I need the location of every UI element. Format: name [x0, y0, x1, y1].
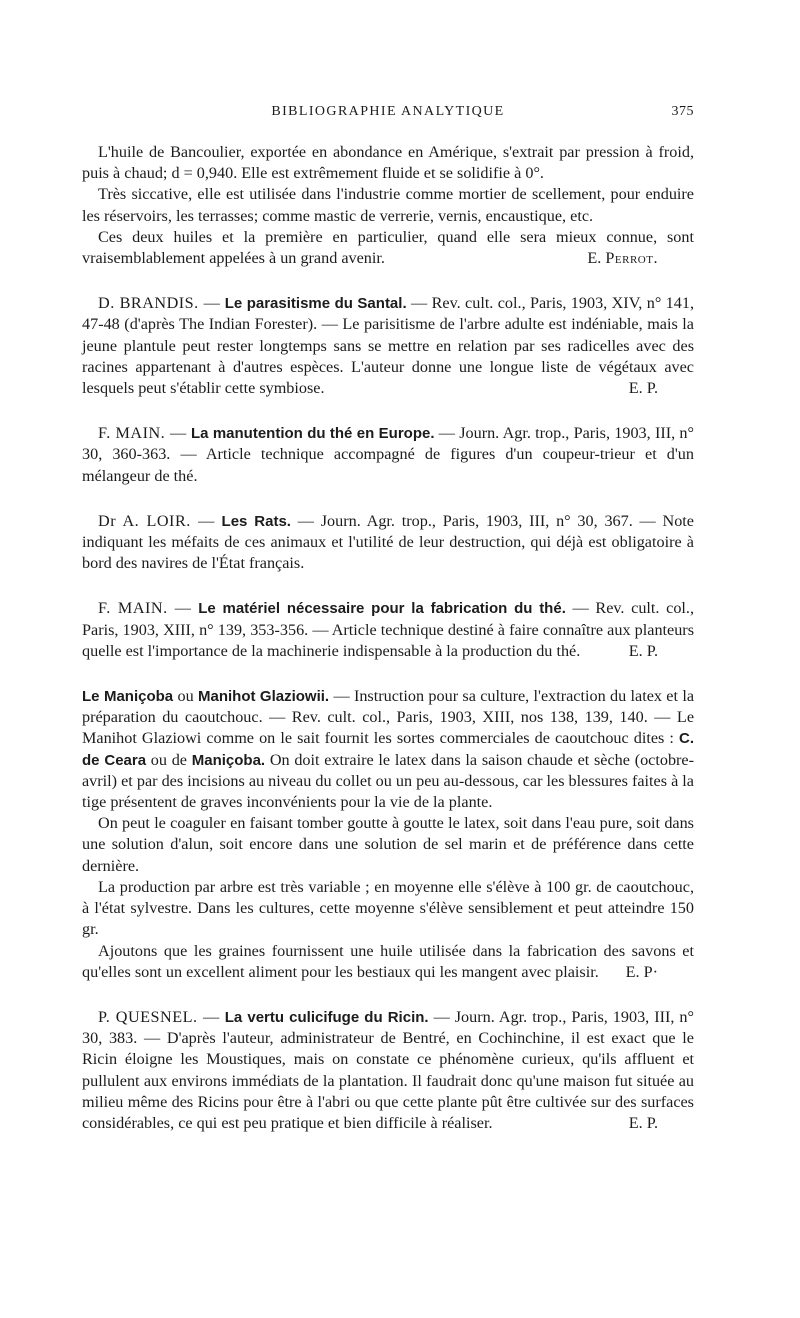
entry-text: — Rev. cult. col., Paris, 1903, XIII, n° 139, 353-356. — Article technique destiné à faire connaître aux planteurs quelle est l'importance de la machinerie indispensable à la production du thé. [82, 599, 695, 660]
entry-quesnel-ricin [82, 1007, 694, 1134]
entry-brandis [82, 293, 694, 399]
entry-paragraph [82, 511, 694, 575]
signature-name: Perrot. [605, 249, 658, 268]
entry-title: La manutention du thé en Europe. [190, 425, 435, 443]
intro-paragraph-3 [82, 227, 694, 269]
entry-signature: E. P. [628, 379, 658, 398]
intro-paragraph-3-text: Ces deux huiles et la première en particulier, quand elle sera mieux connue, sont vraisemblablement appelées à un grand avenir. [82, 227, 694, 268]
entry-author: F. MAIN. — [98, 424, 187, 443]
entry-text: — Journ. Agr. trop., Paris, 1903, III, n° 30, 360-363. — Article technique accompagné de figures d'un coupeur-trieur et d'un mélangeur de thé. [82, 424, 694, 485]
entry-title: Les Rats. [221, 512, 291, 530]
entry-text: — Journ. Agr. trop., Paris, 1903, III, n° 30, 367. — Note indiquant les méfaits de ces animaux et l'utilité de leur destruction, qui déjà est obligatoire à bord des navires de l'État français. [82, 511, 694, 573]
manicoba-title: Le Maniçoba [82, 688, 174, 706]
page-number: 375 [671, 104, 694, 119]
entry-paragraph [82, 1007, 694, 1134]
entry-author: P. QUESNEL. — [98, 1007, 220, 1026]
manicoba-signature: E. P· [625, 962, 658, 981]
entry-paragraph [82, 423, 694, 487]
entry-text: — Rev. cult. col., Paris, 1903, XIV, n° 141, 47-48 (d'après The Indian Forester). — Le parisitisme de l'arbre adulte est indéniable, mais la jeune plantule peut rester longtemps sans se mettre en relation par ses radicelles avec des racines appartenant à d'autres espèces. L'auteur donne une longue liste de végétaux avec lesquels peut s'établir cette symbiose. [82, 294, 695, 398]
signature-initial: E. [587, 249, 602, 268]
intro-section [82, 142, 694, 269]
manicoba-paragraph-3: La production par arbre est très variable ; en moyenne elle s'élève à 100 gr. de caoutchouc, à l'état sylvestre. Dans les cultures, cette moyenne s'élève sensiblement et peut atteindre 150 gr. [82, 877, 694, 939]
entry-manicoba [82, 686, 694, 983]
entry-main-materiel [82, 598, 694, 662]
entry-loir-rats [82, 511, 694, 575]
manicoba-paragraph-1 [82, 686, 694, 813]
manicoba-connector: ou [173, 687, 198, 706]
entry-paragraph [82, 598, 694, 662]
entry-signature: E. P. [628, 1113, 658, 1132]
page [82, 100, 694, 1134]
entry-title: La vertu culicifuge du Ricin. [224, 1008, 429, 1026]
manicoba-title-2: Manihot Glaziowii. [197, 688, 330, 706]
manicoba-text-a: — Instruction pour sa culture, l'extraction du latex et la préparation du caoutchouc. — Rev. cult. col., Paris, 1903, XIII, nos 138, 139, 140. — Le Manihot Glaziowi comme on le sait fournit les sortes commerciales de caoutchouc dites : [82, 687, 694, 748]
manicoba-bold-ceara: C. de Ceara [82, 730, 694, 769]
entry-author: F. MAIN. — [98, 599, 192, 618]
signature [571, 248, 694, 269]
entry-title: Le matériel nécessaire pour la fabrication du thé. [198, 600, 566, 618]
running-title: BIBLIOGRAPHIE ANALYTIQUE [271, 104, 505, 119]
article-body [82, 142, 694, 1134]
manicoba-text-c: On doit extraire le latex dans la saison chaude et sèche (octobre-avril) et par des incisions au niveau du collet ou un peu au-dessous, car les blessures faites à la tige présentent de graves inconvénients pour la vie de la plante. [82, 750, 695, 812]
entry-author: Dr A. LOIR. — [98, 511, 215, 530]
entry-paragraph [82, 293, 694, 399]
intro-paragraph-2: Très siccative, elle est utilisée dans l'industrie comme mortier de scellement, pour enduire les réservoirs, les terrasses; comme mastic de verrerie, vernis, encaustique, etc. [82, 185, 694, 225]
manicoba-paragraph-4 [82, 941, 694, 983]
entry-title: Le parasitisme du Santal. [224, 295, 407, 313]
entry-text: — Journ. Agr. trop., Paris, 1903, III, n° 30, 383. — D'après l'auteur, administrateur de Bentré, en Cochinchine, il est exact que le Ricin éloigne les Moustiques, mais on constate ce phénomène curieux, qu'ils affluent et pullulent aux environs immédiats de la plantation. Il faudrait donc qu'une maison fut située au milieu même des Ricins pour être à l'abri ou que cette plante pût être cultivée sur des surfaces considérables, ce qui est peu pratique et bien difficile à réaliser. [82, 1007, 694, 1132]
manicoba-text-b: ou de [146, 750, 192, 769]
running-header [82, 100, 694, 122]
entry-main-manutention [82, 423, 694, 487]
manicoba-paragraph-2: On peut le coaguler en faisant tomber goutte à goutte le latex, soit dans l'eau pure, soit dans une solution d'alun, soit encore dans une solution de sel marin et de préférence dans cette dernière. [82, 814, 694, 875]
manicoba-bold-manicoba: Maniçoba. [191, 751, 266, 769]
entry-signature: E. P. [628, 641, 658, 660]
entry-author: D. BRANDIS. — [98, 294, 221, 313]
intro-paragraph-1: L'huile de Bancoulier, exportée en abondance en Amérique, s'extrait par pression à froid, puis à chaud; d = 0,940. Elle est extrêmement fluide et se solidifie à 0°. [82, 143, 694, 183]
manicoba-paragraph-4-text: Ajoutons que les graines fournissent une huile utilisée dans la fabrication des savons et qu'elles sont un excellent aliment pour les bestiaux qui les mangent avec plaisir. [82, 941, 694, 981]
